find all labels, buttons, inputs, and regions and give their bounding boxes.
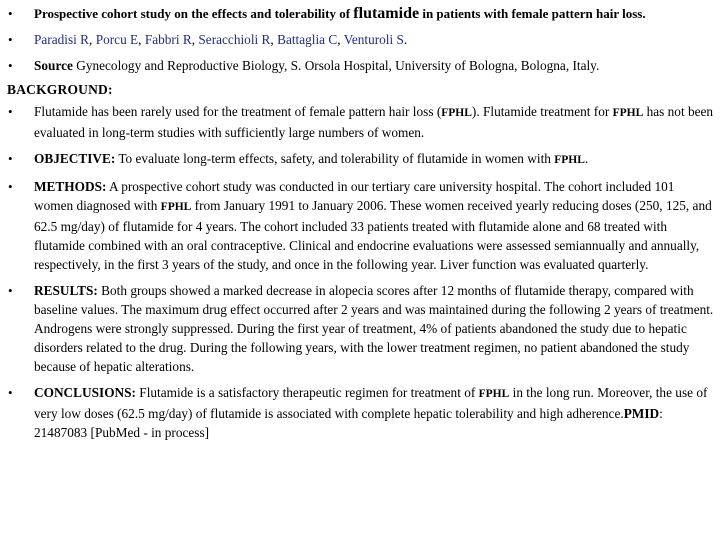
bullet-icon: • bbox=[8, 104, 13, 119]
article-title bbox=[34, 6, 646, 21]
conclusions-text: Flutamide is a satisfactory therapeutic regimen for treatment of bbox=[135, 385, 479, 400]
background-text: Flutamide has been rarely used for the treatment of female pattern hair loss ( bbox=[34, 104, 442, 119]
bullet-icon: • bbox=[8, 6, 13, 21]
bullet-icon: • bbox=[8, 179, 13, 194]
objective-item bbox=[0, 149, 720, 170]
author-link[interactable]: Venturoli S bbox=[343, 32, 404, 47]
title-suffix: in patients with female pattern hair loss. bbox=[419, 6, 646, 21]
results-text: Both groups showed a marked decrease in alopecia scores after 12 months of flutamide therapy, compared with baseline values. The maximum drug effect occurred after 2 years and was maintained during the following 2 years of treatment. Androgens were strongly suppressed. During the first year of treatment, 4% of patients abandoned the study due to hepatic disorders related to the drug. During the following years, with the lower treatment regimen, no patient abandoned the study because of hepatic alterations. bbox=[34, 283, 714, 374]
objective-text: . bbox=[584, 151, 589, 166]
background-heading: BACKGROUND: bbox=[7, 82, 113, 97]
article-title-item bbox=[0, 4, 720, 23]
conclusions-label: CONCLUSIONS: bbox=[34, 385, 136, 400]
title-prefix: Prospective cohort study on the effects and tolerability of bbox=[34, 6, 354, 21]
background-item bbox=[0, 102, 720, 142]
pmid-text: : 21487083 [PubMed - in process] bbox=[34, 406, 663, 440]
background-text: has not been evaluated in long-term studies with sufficiently large numbers of women. bbox=[34, 104, 714, 140]
source-text: Gynecology and Reproductive Biology, S. Orsola Hospital, University of Bologna, Bologna, Italy. bbox=[72, 58, 600, 73]
objective-text: To evaluate long-term effects, safety, and tolerability of flutamide in women with bbox=[115, 151, 555, 166]
abbr-fphl: FPHL bbox=[478, 388, 510, 400]
bullet-icon: • bbox=[8, 283, 13, 298]
methods-item bbox=[0, 177, 720, 274]
author-link[interactable]: Seracchioli R bbox=[198, 32, 271, 47]
author-link[interactable]: Paradisi R bbox=[34, 32, 90, 47]
title-drug: flutamide bbox=[353, 5, 420, 22]
methods-text: from January 1991 to January 2006. These women received yearly reducing doses (250, 125, and 62.5 mg/day) of flutamide for 4 years. The cohort included 33 patients treated with flutamide alone and 68 treated with flutamide combined with an oral contraceptive. Clinical and endocrine evaluations were assessed semiannually and annually, respectively, in the first 3 years of the study, and once in the following year. Liver function was evaluated quarterly. bbox=[34, 198, 712, 272]
abstract-page bbox=[0, 4, 720, 449]
author-link[interactable]: Battaglia C bbox=[277, 32, 338, 47]
pmid-label: PMID bbox=[623, 406, 660, 421]
source-label: Source bbox=[34, 58, 73, 73]
author-link[interactable]: Porcu E bbox=[95, 32, 139, 47]
bullet-icon: • bbox=[8, 58, 13, 73]
results-item bbox=[0, 281, 720, 376]
abbr-fphl: FPHL bbox=[612, 107, 644, 119]
background-text: ). Flutamide treatment for bbox=[471, 104, 613, 119]
objective-label: OBJECTIVE: bbox=[34, 151, 116, 166]
authors-item: • Paradisi R, Porcu E, Fabbri R, Seracchioli R, Battaglia C, Venturoli S. bbox=[8, 32, 408, 47]
conclusions-text: in the long run. Moreover, the use of very low doses (62.5 mg/day) of flutamide is associated with complete hepatic tolerability and high adherence. bbox=[34, 385, 708, 421]
bullet-icon: • bbox=[8, 385, 13, 400]
methods-label: METHODS: bbox=[34, 179, 107, 194]
author-link[interactable]: Fabbri R bbox=[144, 32, 192, 47]
abbr-fphl: FPHL bbox=[160, 201, 192, 213]
results-label: RESULTS: bbox=[34, 283, 98, 298]
abbr-fphl: FPHL bbox=[441, 107, 472, 119]
abstract-sections bbox=[0, 102, 720, 442]
methods-text: A prospective cohort study was conducted in our tertiary care university hospital. The cohort included 101 women diagnosed with bbox=[34, 179, 675, 213]
bullet-icon: • bbox=[8, 151, 13, 166]
source-item bbox=[0, 56, 720, 75]
header-list bbox=[0, 4, 720, 75]
abbr-fphl: FPHL bbox=[554, 154, 585, 166]
bullet-icon: • bbox=[8, 32, 13, 47]
conclusions-item bbox=[0, 383, 720, 442]
